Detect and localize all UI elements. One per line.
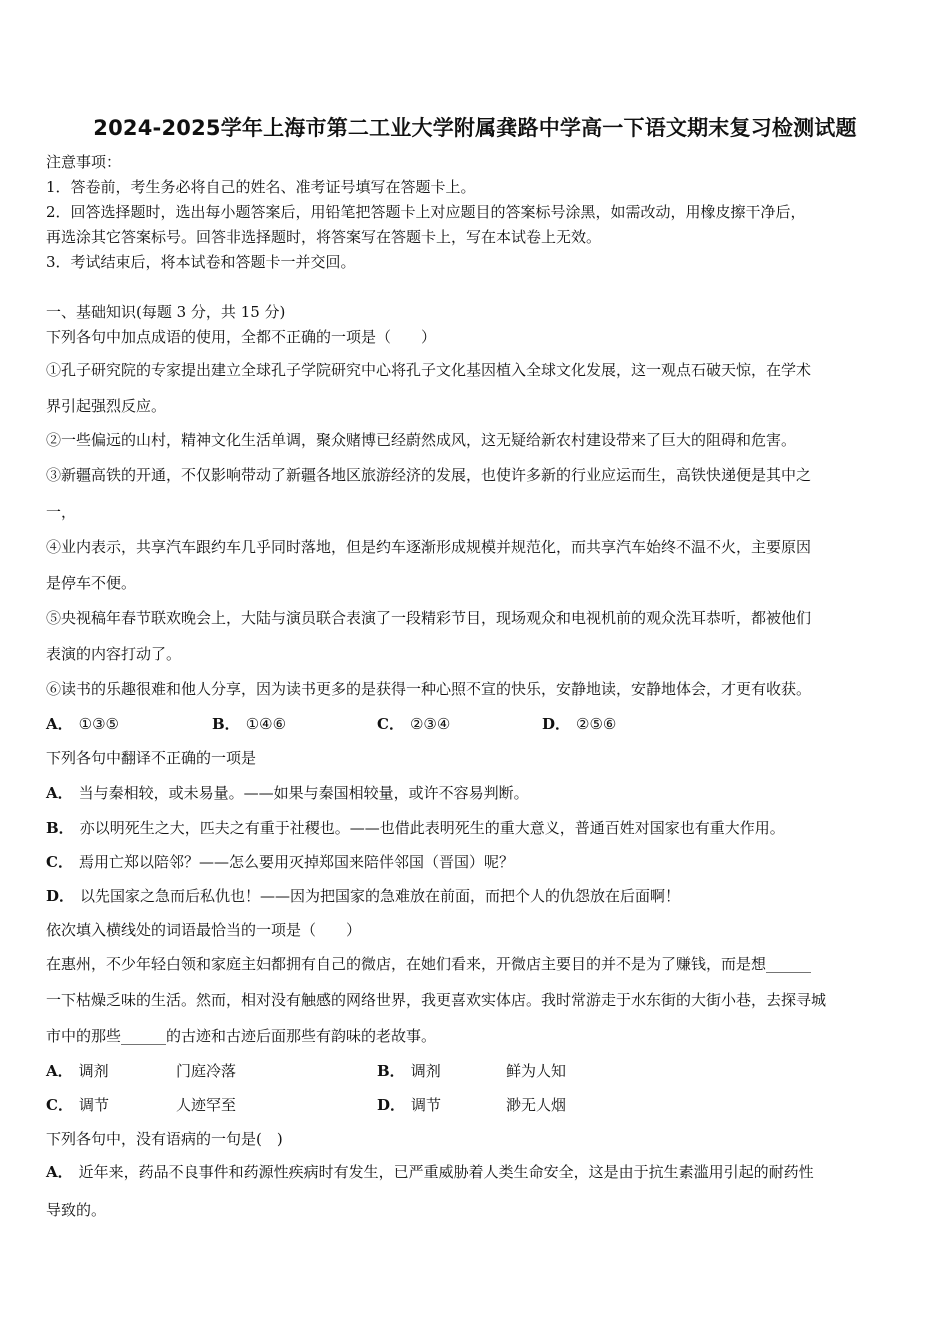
option-label: C． bbox=[46, 853, 73, 871]
option-label: D． bbox=[542, 715, 571, 733]
question-line: ①孔子研究院的专家提出建立全球孔子学院研究中心将孔子文化基因植入全球文化发展，这一观点石破天惊，在学术 bbox=[46, 361, 812, 379]
option-label: C． bbox=[46, 1096, 73, 1114]
question-stem: 下列各句中加点成语的使用，全都不正确的一项是（ ） bbox=[46, 328, 437, 346]
q3-option-d[interactable] bbox=[377, 1095, 441, 1115]
option-label: A． bbox=[46, 1163, 73, 1181]
q3-option-b[interactable] bbox=[377, 1061, 441, 1081]
option-label: A． bbox=[46, 715, 73, 733]
question-line: 是停车不便。 bbox=[46, 574, 137, 592]
notice-item: 3．考试结束后，将本试卷和答题卡一并交回。 bbox=[46, 253, 356, 271]
q2-option-d[interactable] bbox=[46, 886, 680, 906]
question-line: ⑥读书的乐趣很难和他人分享，因为读书更多的是获得一种心照不宣的快乐，安静地读，安静地体会，才更有收获。 bbox=[46, 680, 812, 698]
q3-option-d-word-2: 渺无人烟 bbox=[506, 1096, 567, 1114]
option-word-1: 调节 bbox=[411, 1096, 442, 1114]
question-line: 在惠州，不少年轻白领和家庭主妇都拥有自己的微店，在她们看来，开微店主要目的并不是为了赚钱，而是想______ bbox=[46, 955, 812, 973]
option-text: 近年来，药品不良事件和药源性疾病时有发生，已严重威胁着人类生命安全，这是由于抗生素滥用引起的耐药性 bbox=[78, 1163, 814, 1181]
option-word-1: 调剂 bbox=[78, 1062, 109, 1080]
q1-option-a[interactable] bbox=[46, 714, 119, 734]
q2-option-c[interactable] bbox=[46, 852, 514, 872]
q3-option-c-word-2: 人迹罕至 bbox=[176, 1096, 237, 1114]
question-line: ②一些偏远的山村，精神文化生活单调，聚众赌博已经蔚然成风，这无疑给新农村建设带来了巨大的阻碍和危害。 bbox=[46, 431, 797, 449]
question-line: 市中的那些______的古迹和古迹后面那些有韵味的老故事。 bbox=[46, 1027, 437, 1045]
q1-option-c[interactable] bbox=[377, 714, 450, 734]
q4-option-a[interactable] bbox=[46, 1162, 814, 1182]
q2-option-b[interactable] bbox=[46, 818, 785, 838]
option-label: B． bbox=[377, 1062, 405, 1080]
option-text: 以先国家之急而后私仇也！——因为把国家的急难放在前面，而把个人的仇怨放在后面啊！ bbox=[80, 887, 681, 905]
question-line: 一下枯燥乏味的生活。然而，相对没有触感的网络世界，我更喜欢实体店。我时常游走于水东街的大街小巷，去探寻城 bbox=[46, 991, 827, 1009]
q3-option-c[interactable] bbox=[46, 1095, 109, 1115]
question-stem: 下列各句中，没有语病的一句是( ) bbox=[46, 1130, 283, 1148]
question-line: 表演的内容打动了。 bbox=[46, 645, 182, 663]
option-label: D． bbox=[377, 1096, 406, 1114]
option-text: ②⑤⑥ bbox=[576, 715, 617, 733]
section-heading: 一、基础知识(每题 3 分，共 15 分) bbox=[46, 303, 286, 321]
option-text: 当与秦相较，或未易量。——如果与秦国相较量，或许不容易判断。 bbox=[78, 784, 529, 802]
notice-item: 2．回答选择题时，选出每小题答案后，用铅笔把答题卡上对应题目的答案标号涂黑，如需改动，用橡皮擦干净后， bbox=[46, 203, 806, 221]
q1-option-d[interactable] bbox=[542, 714, 616, 734]
option-text: 亦以明死生之大，匹夫之有重于社稷也。——也借此表明死生的重大意义，普通百姓对国家也有重大作用。 bbox=[79, 819, 785, 837]
q3-option-b-word-2: 鲜为人知 bbox=[506, 1062, 567, 1080]
option-label: D． bbox=[46, 887, 75, 905]
q3-option-a[interactable] bbox=[46, 1061, 109, 1081]
q2-option-a[interactable] bbox=[46, 783, 529, 803]
option-text: ①③⑤ bbox=[78, 715, 119, 733]
question-line: ③新疆高铁的开通，不仅影响带动了新疆各地区旅游经济的发展，也使许多新的行业应运而生，高铁快递便是其中之 bbox=[46, 466, 812, 484]
question-line: ⑤央视稿年春节联欢晚会上，大陆与演员联合表演了一段精彩节目，现场观众和电视机前的观众洗耳恭听，都被他们 bbox=[46, 609, 812, 627]
question-stem: 下列各句中翻译不正确的一项是 bbox=[46, 749, 257, 767]
option-label: A． bbox=[46, 1062, 73, 1080]
question-line: 界引起强烈反应。 bbox=[46, 397, 167, 415]
question-line: 导致的。 bbox=[46, 1201, 107, 1219]
option-label: B． bbox=[46, 819, 74, 837]
q1-option-b[interactable] bbox=[212, 714, 286, 734]
page-title: 2024-2025学年上海市第二工业大学附属龚路中学高一下语文期末复习检测试题 bbox=[93, 116, 857, 140]
question-line: 一， bbox=[46, 503, 77, 521]
notice-item: 再选涂其它答案标号。回答非选择题时，将答案写在答题卡上，写在本试卷上无效。 bbox=[46, 228, 602, 246]
option-label: A． bbox=[46, 784, 73, 802]
option-text: 焉用亡郑以陪邻？——怎么要用灭掉郑国来陪伴邻国（晋国）呢？ bbox=[78, 853, 514, 871]
option-text: ②③④ bbox=[409, 715, 451, 733]
option-label: C． bbox=[377, 715, 404, 733]
question-stem: 依次填入横线处的词语最恰当的一项是（ ） bbox=[46, 921, 362, 939]
q3-option-a-word-2: 门庭冷落 bbox=[176, 1062, 237, 1080]
notice-heading: 注意事项： bbox=[46, 153, 122, 171]
option-word-1: 调节 bbox=[78, 1096, 109, 1114]
option-text: ①④⑥ bbox=[245, 715, 287, 733]
question-line: ④业内表示，共享汽车跟约车几乎同时落地，但是约车逐渐形成规模并规范化，而共享汽车始终不温不火，主要原因 bbox=[46, 538, 812, 556]
notice-item: 1．答卷前，考生务必将自己的姓名、准考证号填写在答题卡上。 bbox=[46, 178, 476, 196]
option-label: B． bbox=[212, 715, 240, 733]
option-word-1: 调剂 bbox=[410, 1062, 441, 1080]
